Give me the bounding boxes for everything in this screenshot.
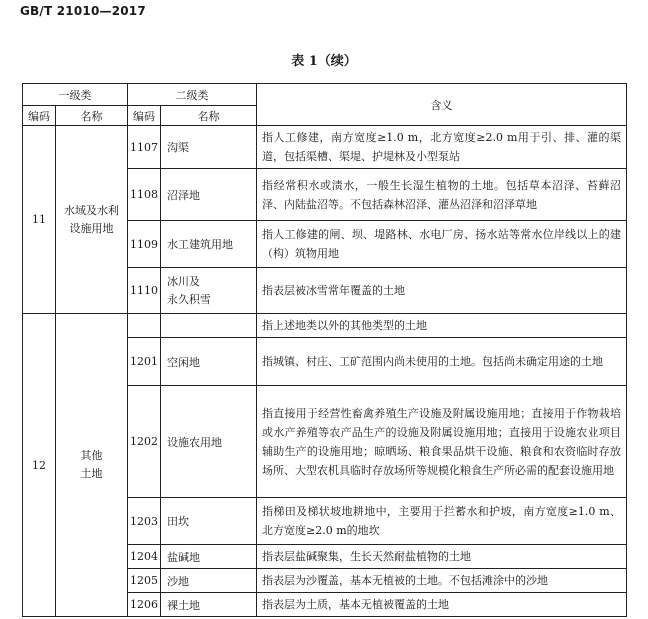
level2-name: 沙地 xyxy=(161,569,257,593)
definition: 指经常积水或渍水，一般生长湿生植物的土地。包括草本沼泽、苔藓沼泽、内陆盐沼等。不包括森林沼泽、灌丛沼泽和沼泽草地 xyxy=(257,169,627,221)
level2-name: 空闲地 xyxy=(161,338,257,386)
level1-code: 11 xyxy=(23,126,56,314)
header-level2-code: 编码 xyxy=(128,106,161,126)
definition: 指表层盐碱聚集，生长天然耐盐植物的土地 xyxy=(257,545,627,569)
level2-code: 1205 xyxy=(128,569,161,593)
level2-code: 1206 xyxy=(128,593,161,617)
definition: 指直接用于经营性畜禽养殖生产设施及附属设施用地；直接用于作物栽培或水产养殖等农产品生产的设施及附属设施用地；直接用于设施农业项目辅助生产的设施用地；晾晒场、粮食果品烘干设施、粮食和农资临时存放场所、大型农机具临时存放场所等规模化粮食生产所必需的配套设施用地 xyxy=(257,386,627,498)
header-level2: 二级类 xyxy=(128,84,257,106)
definition: 指表层被冰雪常年覆盖的土地 xyxy=(257,268,627,314)
level2-code: 1110 xyxy=(128,268,161,314)
level2-name-empty xyxy=(161,314,257,338)
header-level1-code: 编码 xyxy=(23,106,56,126)
level2-name: 冰川及 永久积雪 xyxy=(161,268,257,314)
level2-code: 1202 xyxy=(128,386,161,498)
land-use-classification-table xyxy=(22,83,627,617)
level1-name: 水域及水利 设施用地 xyxy=(56,126,128,314)
definition: 指人工修建的闸、坝、堤路林、水电厂房、扬水站等常水位岸线以上的建（构）筑物用地 xyxy=(257,221,627,268)
level2-name: 裸土地 xyxy=(161,593,257,617)
standard-number: GB/T 21010—2017 xyxy=(20,4,146,18)
level2-name: 沟渠 xyxy=(161,126,257,169)
level2-name: 设施农用地 xyxy=(161,386,257,498)
level2-code: 1201 xyxy=(128,338,161,386)
table-row xyxy=(23,126,627,169)
level1-code: 12 xyxy=(23,314,56,617)
level2-code: 1109 xyxy=(128,221,161,268)
definition: 指人工修建，南方宽度≥1.0 m，北方宽度≥2.0 m用于引、排、灌的渠道，包括渠槽、渠堤、护堤林及小型泵站 xyxy=(257,126,627,169)
header-meaning: 含义 xyxy=(257,84,627,126)
level2-code-empty xyxy=(128,314,161,338)
level2-name: 水工建筑用地 xyxy=(161,221,257,268)
level2-code: 1107 xyxy=(128,126,161,169)
level1-name: 其他 土地 xyxy=(56,314,128,617)
definition: 指梯田及梯状坡地耕地中，主要用于拦蓄水和护坡，南方宽度≥1.0 m、北方宽度≥2.0 m的地坎 xyxy=(257,498,627,545)
definition: 指表层为土质，基本无植被覆盖的土地 xyxy=(257,593,627,617)
header-level1: 一级类 xyxy=(23,84,128,106)
definition: 指城镇、村庄、工矿范围内尚未使用的土地。包括尚未确定用途的土地 xyxy=(257,338,627,386)
table-title: 表 1（续） xyxy=(291,54,357,69)
level2-code: 1108 xyxy=(128,169,161,221)
table-row xyxy=(23,314,627,338)
level2-code: 1204 xyxy=(128,545,161,569)
level2-name: 盐碱地 xyxy=(161,545,257,569)
header-level1-name: 名称 xyxy=(56,106,128,126)
definition: 指表层为沙覆盖，基本无植被的土地。不包括滩涂中的沙地 xyxy=(257,569,627,593)
level2-name: 田坎 xyxy=(161,498,257,545)
level2-code: 1203 xyxy=(128,498,161,545)
level2-name: 沼泽地 xyxy=(161,169,257,221)
definition: 指上述地类以外的其他类型的土地 xyxy=(257,314,627,338)
header-level2-name: 名称 xyxy=(161,106,257,126)
